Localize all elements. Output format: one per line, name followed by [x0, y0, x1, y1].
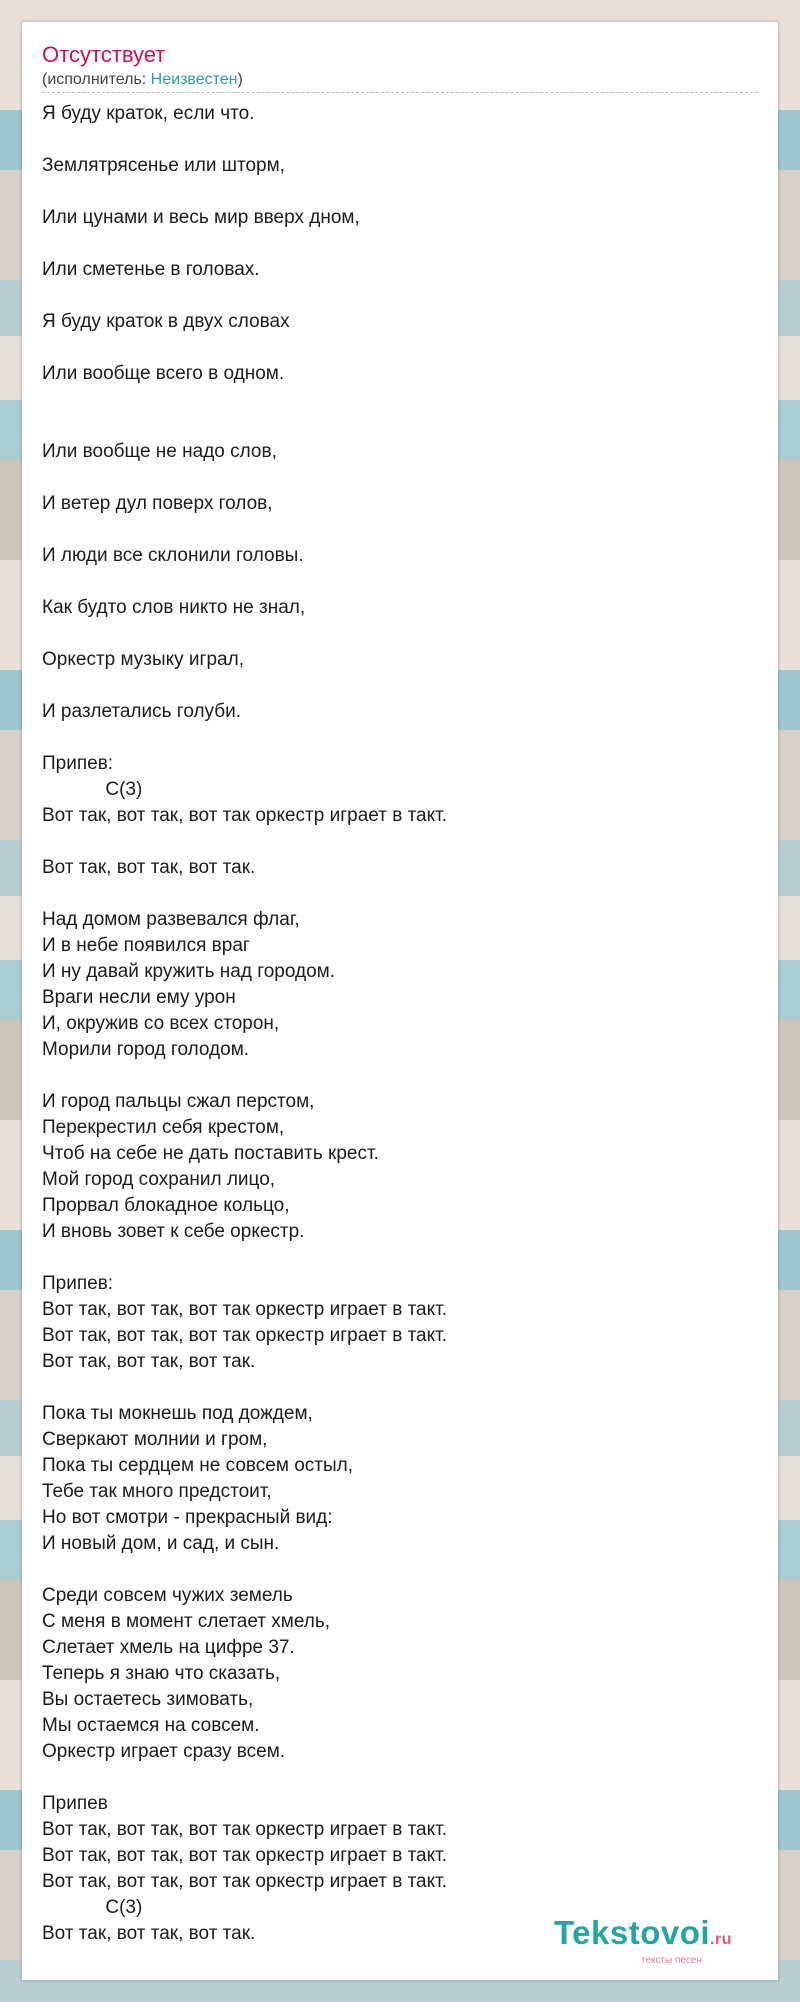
artist-line [42, 71, 243, 89]
logo-tagline: тексты песен [640, 1955, 702, 1966]
site-logo[interactable] [554, 1916, 732, 1966]
logo-main-text: Tekstovoi [553, 1914, 711, 1951]
artist-suffix: ) [237, 71, 243, 88]
lyrics-text: Я буду краток, если что. Землятрясенье или шторм, Или цунами и весь мир вверх дном, Или сметенье в головах. Я буду краток в двух словах Или вообще всего в одном. Или вообще не надо слов, И ветер дул поверх голов, И люди все склонили головы. Как будто слов никто не знал, Оркестр музыку играл, И разлетались голуби. Припев: C(3) Вот так, вот так, вот так оркестр играет в такт. Вот так, вот так, вот так. Над домом развевался флаг, И в небе появился враг И ну давай кружить над городом. Враги несли ему урон И, окружив со всех сторон, Морили город голодом. И город пальцы сжал перстом, Перекрестил себя крестом, Чтоб на себе не дать поставить крест. Мой город сохранил лицо, Прорвал блокадное кольцо, И вновь зовет к себе оркестр. Припев: Вот так, вот так, вот так оркестр играет в такт. Вот так, вот так, вот так оркестр играет в такт. Вот так, вот так, вот так. Пока ты мокнешь под дождем, Сверкают молнии и гром, Пока ты сердцем не совсем остыл, Тебе так много предстоит, Но вот смотри - прекрасный вид: И новый дом, и сад, и сын. Среди совсем чужих земель С меня в момент слетает хмель, Слетает хмель на цифре 37. Теперь я знаю что сказать, Вы остаетесь зимовать, Мы остаемся на совсем. Оркестр играет сразу всем. Припев Вот так, вот так, вот так оркестр играет в такт. Вот так, вот так, вот так оркестр играет в такт. Вот так, вот так, вот так оркестр играет в такт. C(3) Вот так, вот так, вот так. [42, 103, 448, 1944]
header-divider [42, 92, 758, 93]
logo-tld: .ru [710, 1931, 732, 1948]
song-title: Отсутствует [42, 42, 166, 67]
lyrics-card [22, 22, 778, 1980]
artist-prefix: (исполнитель: [42, 71, 151, 88]
artist-link[interactable]: Неизвестен [150, 71, 238, 88]
logo-wordmark [554, 1916, 732, 1957]
